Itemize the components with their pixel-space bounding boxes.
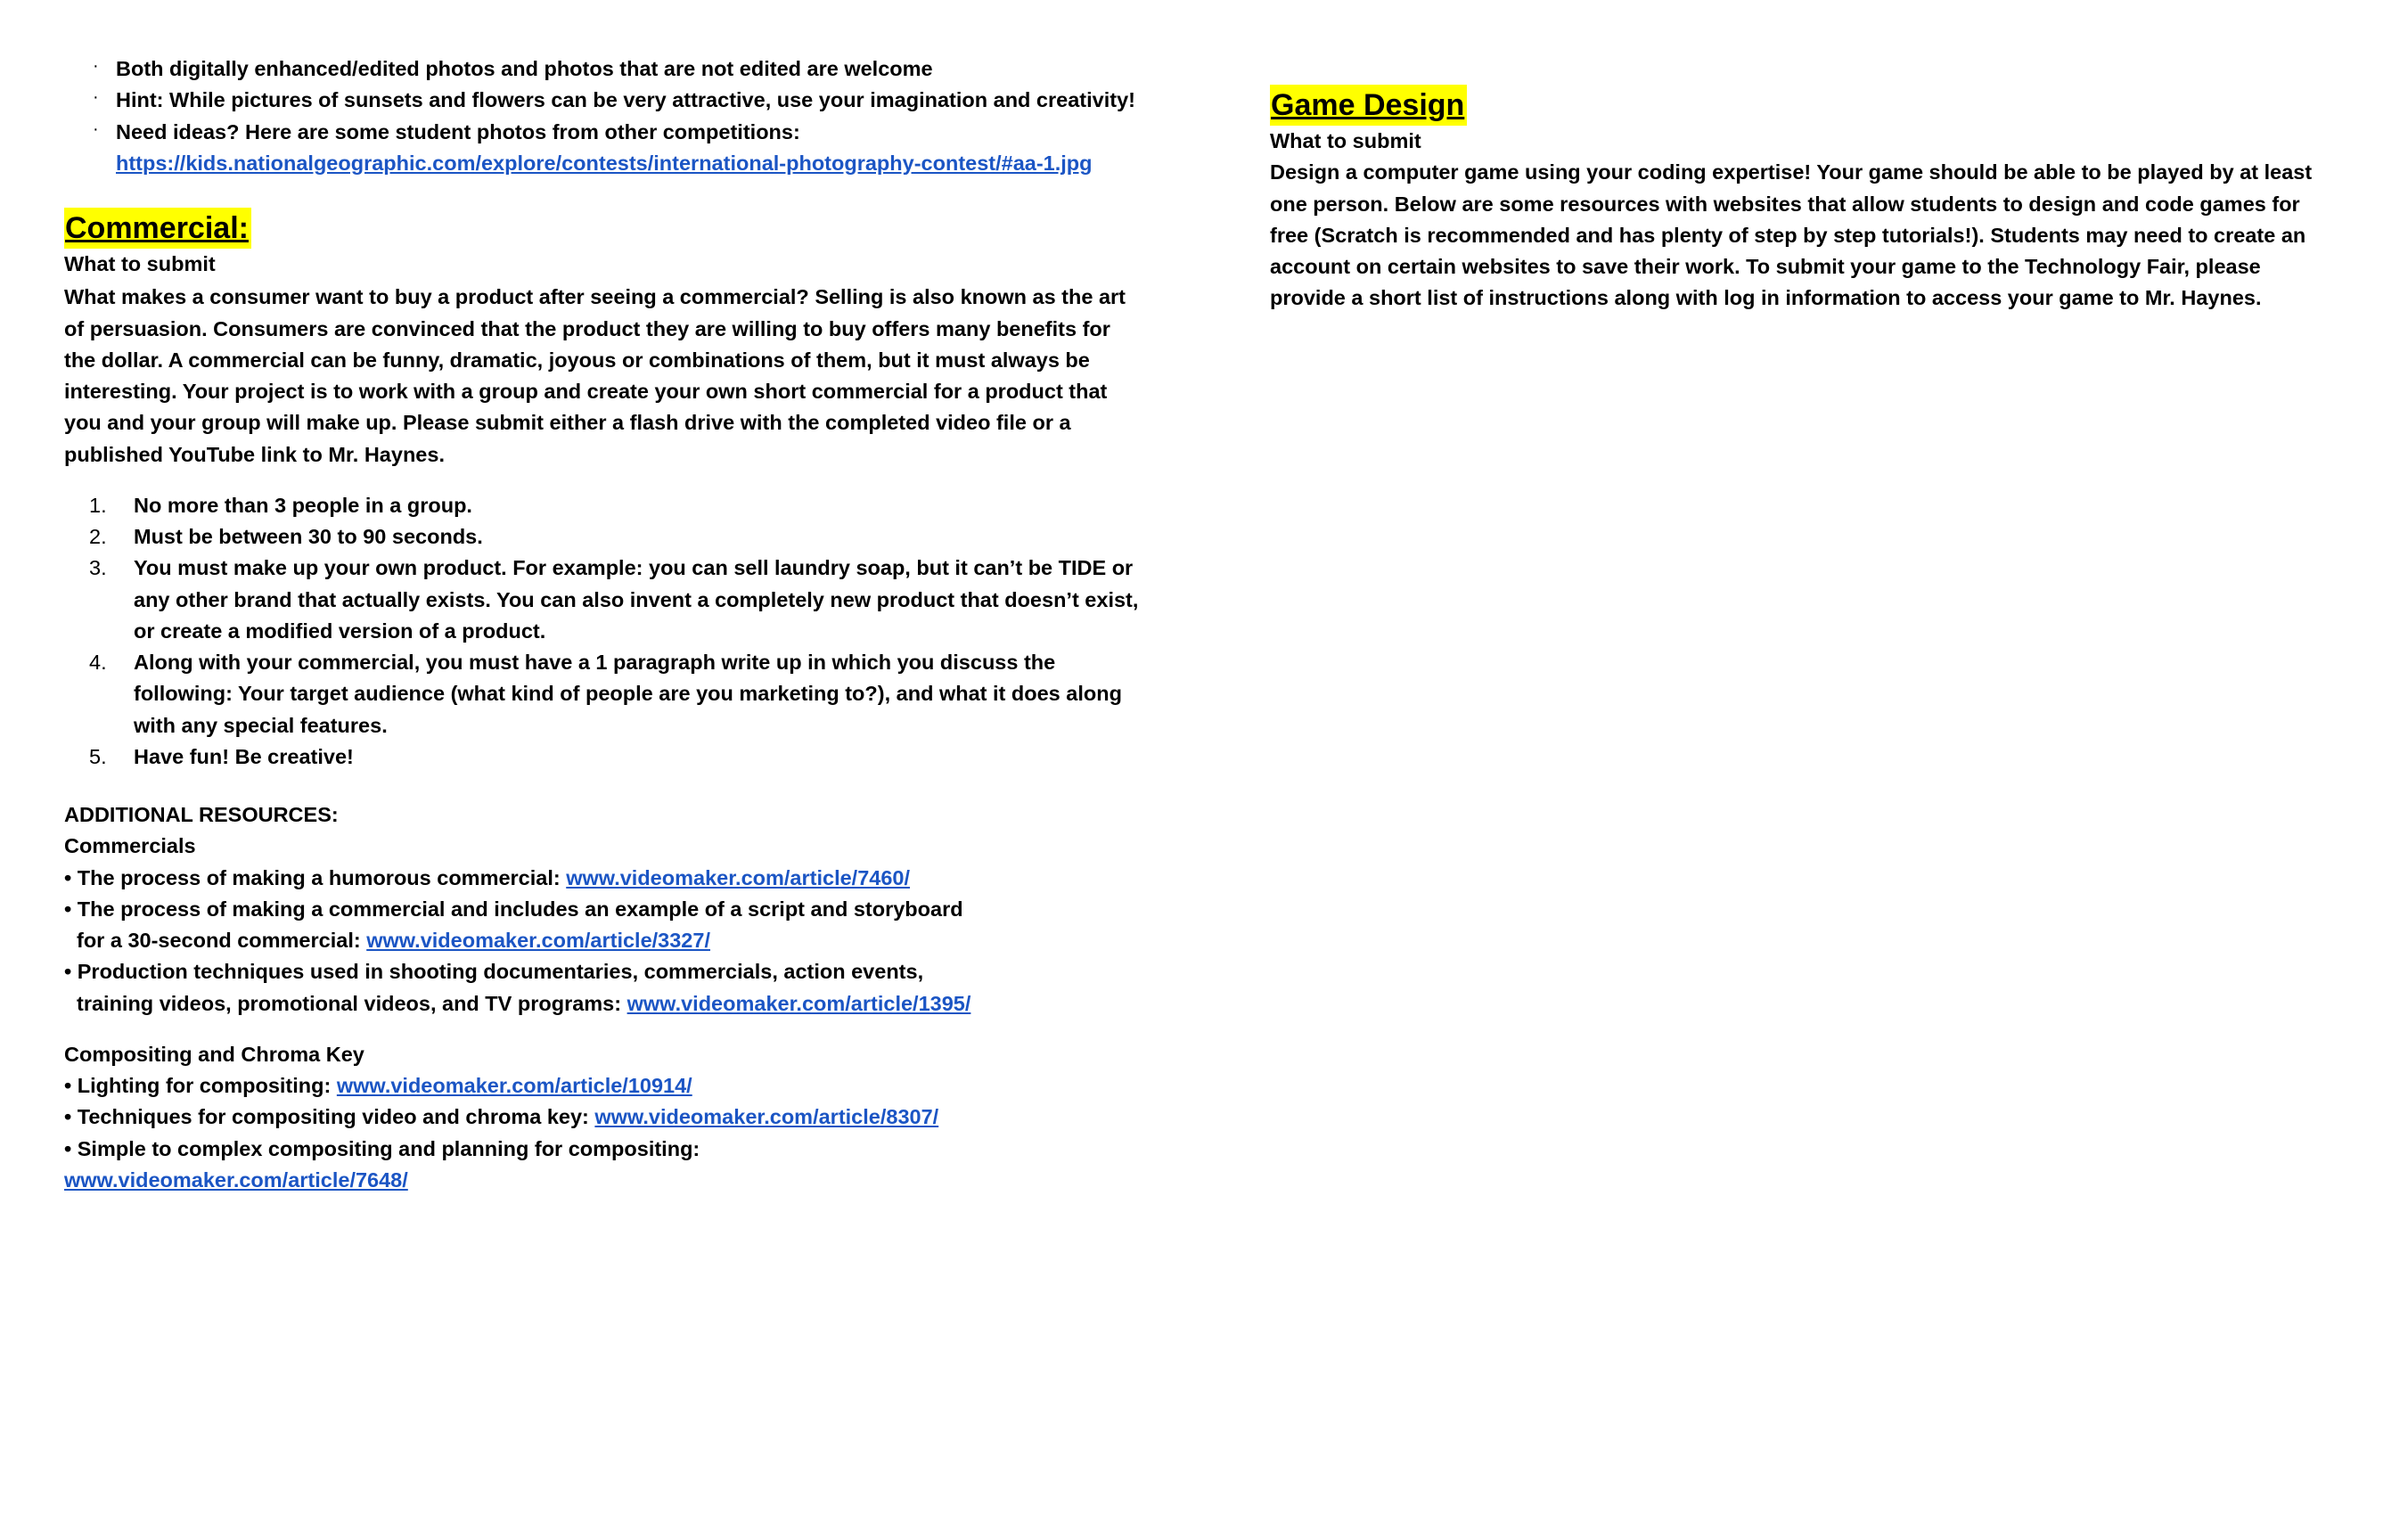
videomaker-8307-link[interactable]: www.videomaker.com/article/8307/: [594, 1105, 939, 1129]
game-design-subheading: What to submit: [1270, 129, 1421, 153]
videomaker-7648-link[interactable]: www.videomaker.com/article/7648/: [64, 1167, 408, 1192]
list-item: Along with your commercial, you must have a 1 paragraph write up in which you discuss the following: Your target audience (what kind of people are you marketing to?), and what it does along with any special features.: [134, 651, 1122, 737]
resource-item: [64, 894, 1142, 957]
commercial-body-text: What makes a consumer want to buy a product after seeing a commercial? Selling is also known as the art of persuasion. Consumers are convinced that the product they are willing to buy offers many benefits for the dollar. A commercial can be funny, dramatic, joyous or combinations of them, but it must always be interesting. Your project is to work with a group and create your own short commercial for a product that you and your group will make up. Please submit either a flash drive with the completed video file or a published YouTube link to Mr. Haynes.: [64, 285, 1126, 466]
spacer: [64, 773, 1142, 799]
resource-item-continuation: [64, 925, 1142, 956]
resource-item-text: • Production techniques used in shooting documentaries, commercials, action events,: [64, 960, 924, 984]
commercial-subheading: What to submit: [64, 252, 216, 276]
right-column: [1270, 85, 2330, 315]
resource-item: [64, 863, 1142, 894]
resource-item-text: • Simple to complex compositing and planning for compositing:: [64, 1136, 700, 1160]
bullet-dot-icon: ·: [93, 87, 99, 108]
resource-item-text: • Lighting for compositing:: [64, 1074, 337, 1098]
list-item: Have fun! Be creative!: [134, 744, 354, 768]
nationalgeographic-contest-link[interactable]: https://kids.nationalgeographic.com/explore/contests/international-photography-contest/#aa-1.jpg: [116, 151, 1093, 175]
videomaker-7460-link[interactable]: www.videomaker.com/article/7460/: [566, 865, 911, 889]
videomaker-1395-link[interactable]: www.videomaker.com/article/1395/: [626, 991, 971, 1015]
list-item: [64, 53, 1142, 85]
videomaker-10914-link[interactable]: www.videomaker.com/article/10914/: [336, 1074, 692, 1098]
list-item: [64, 117, 1142, 148]
list-item: No more than 3 people in a group.: [134, 493, 472, 517]
bullet-dot-icon: ·: [93, 56, 99, 76]
commercial-heading-wrap: [64, 208, 1142, 249]
list-item: [64, 85, 1142, 116]
additional-resources-title: ADDITIONAL RESOURCES:: [64, 803, 339, 827]
resource-item-cont-text: training videos, promotional videos, and TV programs:: [77, 991, 627, 1015]
spacer: [64, 471, 1142, 490]
list-item: Must be between 30 to 90 seconds.: [134, 525, 483, 549]
list-item-text: Hint: While pictures of sunsets and flowers can be very attractive, use your imagination and creativity!: [116, 88, 1135, 112]
resource-item: [64, 956, 1142, 1020]
videomaker-3327-link[interactable]: www.videomaker.com/article/3327/: [366, 929, 710, 953]
list-item: You must make up your own product. For example: you can sell laundry soap, but it can’t be TIDE or any other brand that actually exists. You can also invent a completely new product that doesn’t exist, or create a modified version of a product.: [134, 556, 1139, 643]
list-item-text: Need ideas? Here are some student photos from other competitions:: [116, 119, 800, 143]
resource-item: [64, 1134, 1142, 1165]
commercial-heading: Commercial:: [64, 208, 251, 249]
commercial-requirements-list: [64, 490, 1142, 773]
resources-group-compositing-title: Compositing and Chroma Key: [64, 1042, 364, 1066]
resources-group-commercials-title: Commercials: [64, 834, 196, 858]
game-design-heading: Game Design: [1270, 85, 1467, 126]
resource-item-text: • The process of making a commercial and includes an example of a script and storyboard: [64, 897, 963, 921]
game-design-heading-wrap: [1270, 85, 2330, 126]
resource-item: [64, 1070, 1142, 1102]
commercial-section: [64, 208, 1142, 1196]
resource-item-continuation: [64, 988, 1142, 1020]
resource-item: [64, 1102, 1142, 1133]
game-design-body-text: Design a computer game using your coding expertise! Your game should be able to be played by at least one person. Below are some resources with websites that allow students to design and code games for free (Scratch is recommended and has plenty of step by step tutorials!). Students may need to create an account on certain websites to save their work. To submit your game to the Technology Fair, please provide a short list of instructions along with log in information to access your game to Mr. Haynes.: [1270, 160, 2313, 310]
list-item-text: Both digitally enhanced/edited photos and photos that are not edited are welcome: [116, 57, 933, 80]
resource-item-text: • Techniques for compositing video and chroma key:: [64, 1105, 595, 1129]
resource-item-text: • The process of making a humorous commercial:: [64, 865, 567, 889]
bullet-dot-icon: ·: [93, 119, 99, 139]
spacer: [64, 1020, 1142, 1039]
left-column: [64, 53, 1142, 1196]
resource-item-cont-text: for a 30-second commercial:: [77, 929, 367, 953]
photography-tips-list: [64, 53, 1142, 148]
resource-item: [64, 1165, 1142, 1196]
